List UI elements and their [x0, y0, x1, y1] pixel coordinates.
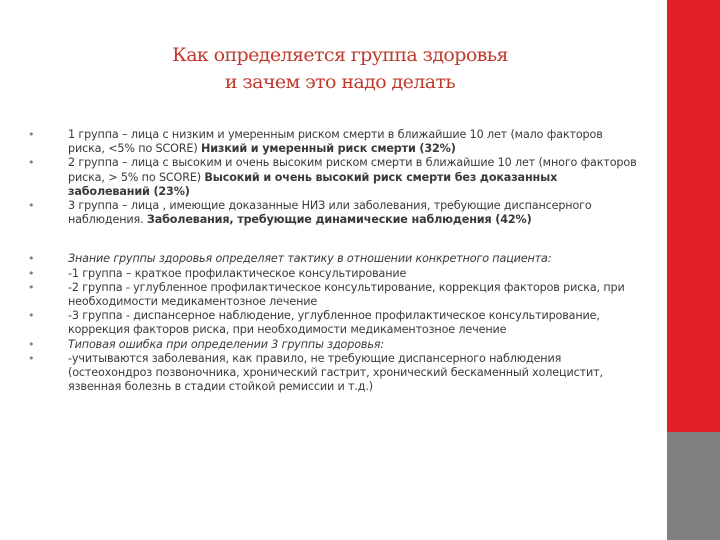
bullet-icon: • [28, 199, 35, 213]
bullet-icon: • [28, 309, 35, 323]
title-line-1: Как определяется группа здоровья [172, 44, 508, 66]
item-text: -3 группа - диспансерное наблюдение, углубленное профилактическое консультирование, коррекция факторов риска, при необходимости медикаментозное лечение [68, 309, 600, 337]
item-bold-text: Высокий и очень высокий риск смерти без доказанных заболеваний (23%) [68, 170, 558, 198]
bullet-icon: • [28, 266, 35, 280]
item-text: -учитываются заболевания, как правило, не требующие диспансерного наблюдения (остеохондроз позвоночника, хронический гастрит, хронический бескаменный холецистит, язвенная болезнь в стадии стойкой ремиссии и т.д.) [68, 351, 603, 394]
bullet-icon: • [28, 156, 35, 170]
item-text: 3 группа – лица , имеющие доказанные НИЗ или заболевания, требующие диспансерного наблюдения. [68, 199, 592, 227]
accent-sidebar [667, 0, 720, 540]
bullet-icon: • [28, 280, 35, 294]
item-italic-text: Типовая ошибка при определении 3 группы здоровья: [68, 337, 384, 351]
list-item [26, 267, 641, 281]
list-item [26, 199, 641, 227]
list-item [26, 309, 641, 337]
bullet-icon: • [28, 252, 35, 266]
list-item [26, 338, 641, 352]
item-italic-text: Знание группы здоровья определяет тактику в отношении конкретного пациента: [68, 252, 552, 266]
tactics-list [26, 252, 641, 394]
list-item [26, 352, 641, 395]
slide-body [26, 128, 641, 394]
accent-bar-red [667, 0, 720, 432]
item-text: -2 группа - углубленное профилактическое консультирование, коррекция факторов риска, при необходимости медикаментозное лечение [68, 280, 625, 309]
list-item [26, 281, 641, 309]
item-text: 1 группа – лица с низким и умеренным риском смерти в ближайшие 10 лет (мало факторов риска, <5% по SCORE) [68, 128, 603, 156]
item-bold-text: Заболевания, требующие динамические наблюдения (42%) [146, 213, 532, 227]
item-text: -1 группа – краткое профилактическое консультирование [68, 266, 407, 280]
title-line-2: и зачем это надо делать [224, 71, 456, 93]
item-text: 2 группа – лица с высоким и очень высоким риском смерти в ближайшие 10 лет (много факторов риска, > 5% по SCORE) [68, 156, 637, 184]
accent-bar-gray [667, 432, 720, 540]
item-bold-text: Низкий и умеренный риск смерти (32%) [200, 142, 456, 156]
list-item [26, 156, 641, 199]
slide-title [40, 42, 640, 96]
list-item [26, 252, 641, 266]
bullet-icon: • [28, 128, 35, 141]
health-groups-list [26, 128, 641, 227]
bullet-icon: • [28, 351, 35, 365]
list-item [26, 128, 641, 156]
bullet-icon: • [28, 337, 35, 351]
